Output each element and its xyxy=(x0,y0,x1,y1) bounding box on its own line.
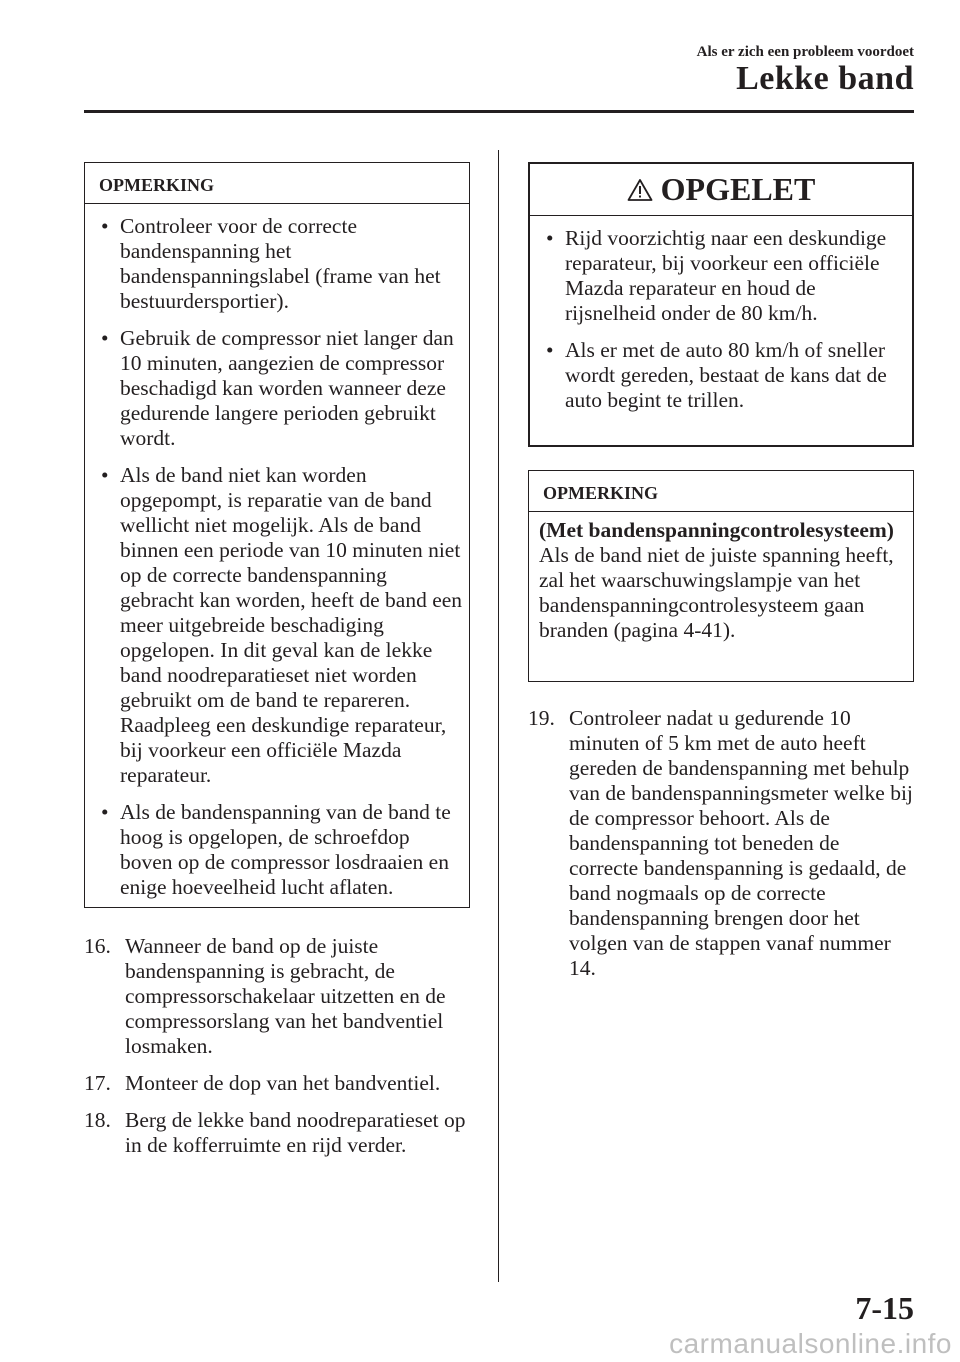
step-text: Wanneer de band op de juiste bandenspanning is gebracht, de compressorschakelaar uitzetten en de compressorslang van het bandventiel losmaken. xyxy=(125,934,446,1058)
step-item xyxy=(528,706,914,981)
chapter-subtitle: Als er zich een probleem voordoet xyxy=(696,44,914,60)
warning-triangle-icon xyxy=(627,178,653,202)
header-divider xyxy=(84,110,914,113)
note-heading: OPMERKING xyxy=(85,163,469,204)
caution-heading xyxy=(530,164,912,216)
note-text: Als de band niet de juiste spanning heeft, zal het waarschuwingslampje van het bandenspanningcontrolesysteem gaan branden (pagina 4-41). xyxy=(539,543,894,642)
step-number: 18. xyxy=(84,1108,111,1132)
steps-left xyxy=(84,934,470,1170)
note-list xyxy=(85,204,469,900)
note-heading: OPMERKING xyxy=(529,471,913,512)
note-box-right xyxy=(528,470,914,682)
step-item xyxy=(84,1108,470,1158)
step-text: Controleer nadat u gedurende 10 minuten of 5 km met de auto heeft gereden de bandenspanning met behulp van de bandenspanningsmeter welke bij de compressor behoort. Als de bandenspanning tot beneden de correcte bandenspanning is gedaald, de band nogmaals op de correcte bandenspanning brengen door het volgen van de stappen vanaf nummer 14. xyxy=(569,706,913,980)
step-text: Berg de lekke band noodreparatieset op in de kofferruimte en rijd verder. xyxy=(125,1108,466,1157)
list-item: • Als de band niet kan worden opgepompt, is reparatie van de band wellicht niet mogelijk. Als de band binnen een periode van 10 minuten niet op de correcte bandenspanning gebracht kan worden, heeft de band een meer uitgebreide beschadiging opgelopen. In dit geval kan de lekke band noodreparatieset niet worden gebruikt om de band te repareren. Raadpleeg een deskundige reparateur, bij voorkeur een officiële Mazda reparateur. xyxy=(85,463,463,788)
note-box-left xyxy=(84,162,470,908)
note-subheading: (Met bandenspanningcontrolesysteem) xyxy=(539,518,894,542)
step-text: Monteer de dop van het bandventiel. xyxy=(125,1071,441,1095)
list-item: • Rijd voorzichtig naar een deskundige reparateur, bij voorkeur een officiële Mazda reparateur en houd de rijsnelheid onder de 80 km/h. xyxy=(530,226,906,326)
step-number: 19. xyxy=(528,706,555,730)
steps-right xyxy=(528,706,914,993)
page-number: 7-15 xyxy=(855,1290,914,1326)
caution-list xyxy=(530,216,912,413)
step-item xyxy=(84,1071,470,1096)
list-item: • Als er met de auto 80 km/h of sneller wordt gereden, bestaat de kans dat de auto begint te trillen. xyxy=(530,338,906,413)
step-item xyxy=(84,934,470,1059)
note-body xyxy=(529,512,913,653)
step-number: 17. xyxy=(84,1071,111,1095)
column-divider xyxy=(498,150,499,1282)
caution-title: OPGELET xyxy=(660,171,816,207)
list-item: • Controleer voor de correcte bandenspanning het bandenspanningslabel (frame van het bestuurdersportier). xyxy=(85,214,463,314)
step-number: 16. xyxy=(84,934,111,958)
page-title: Lekke band xyxy=(736,60,914,97)
caution-box xyxy=(528,162,914,447)
list-item: • Gebruik de compressor niet langer dan 10 minuten, aangezien de compressor beschadigd kan worden wanneer deze gedurende langere perioden gebruikt wordt. xyxy=(85,326,463,451)
list-item: • Als de bandenspanning van de band te hoog is opgelopen, de schroefdop boven op de compressor losdraaien en enige hoeveelheid lucht aflaten. xyxy=(85,800,463,900)
watermark: carmanualsonline.info xyxy=(669,1328,952,1359)
